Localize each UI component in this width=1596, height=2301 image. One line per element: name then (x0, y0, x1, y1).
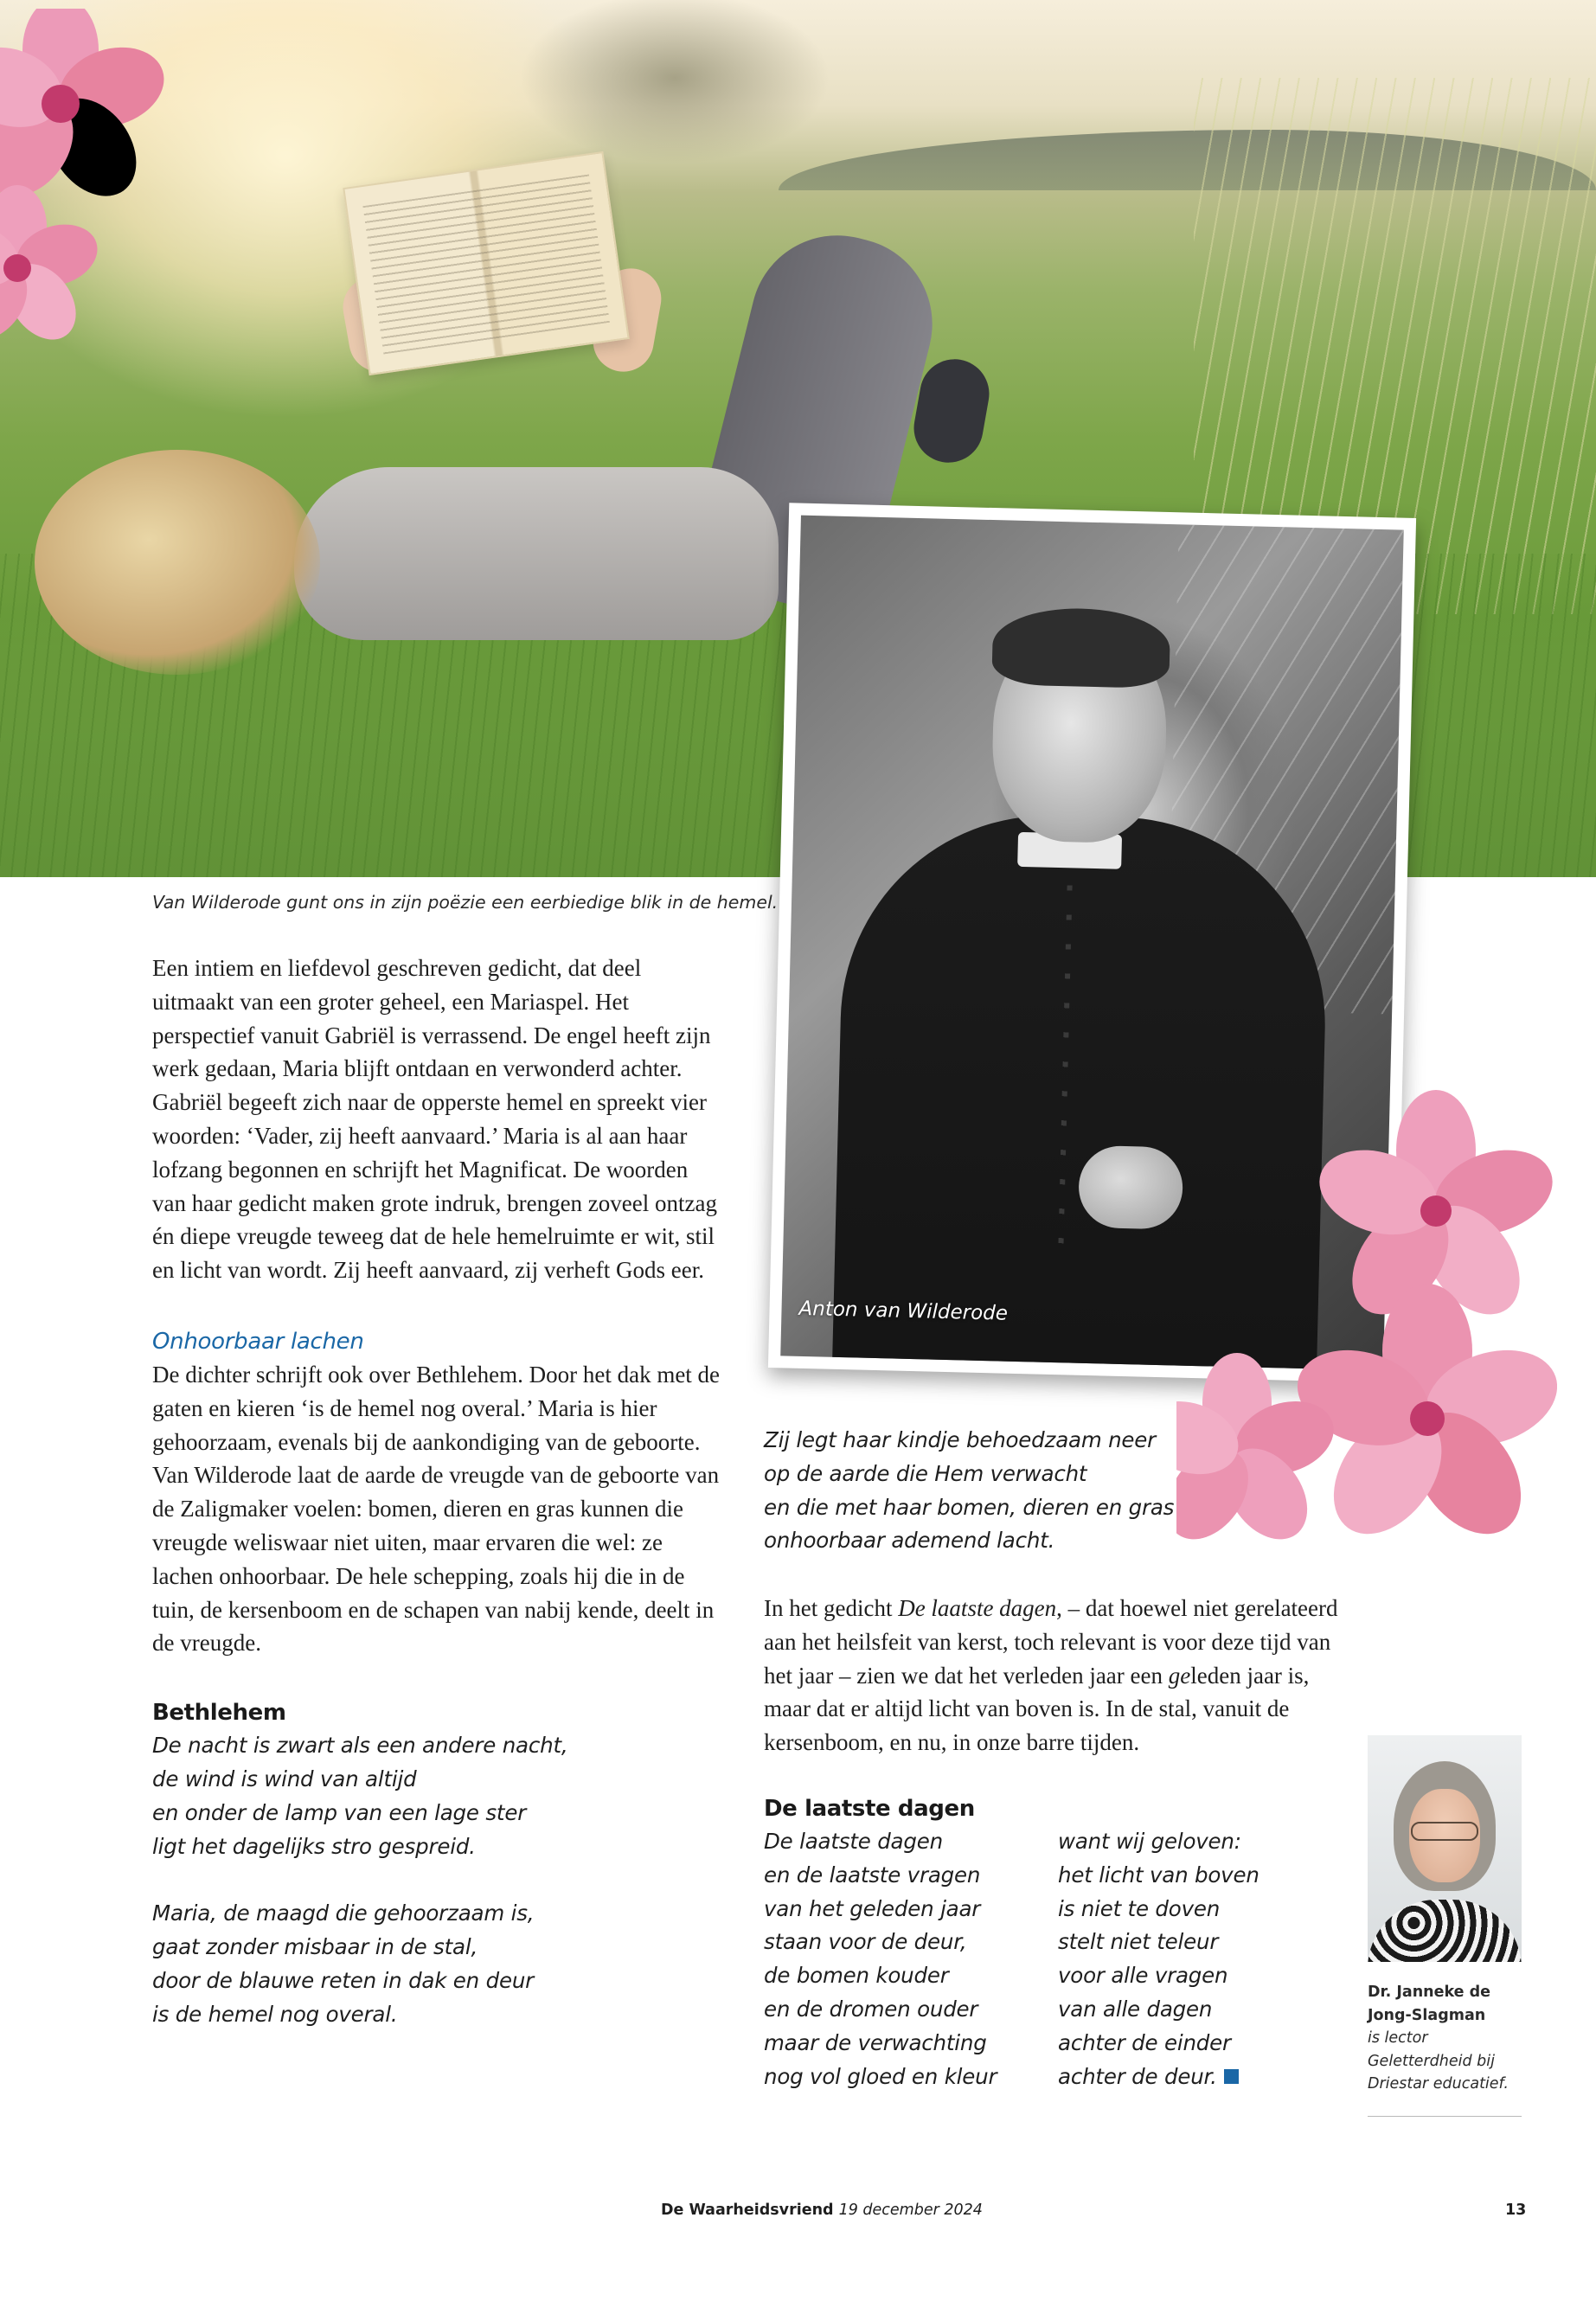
poem-line: van het geleden jaar (764, 1895, 981, 1921)
poem-line: nog vol gloed en kleur (764, 2063, 997, 2089)
section-heading: Onhoorbaar lachen (152, 1328, 364, 1355)
author-name: Dr. Janneke de Jong-Slagman (1368, 1984, 1491, 2024)
poem-line-last (1058, 2061, 1352, 2094)
publication-name: De Waarheidsvriend (661, 2202, 834, 2219)
publication-date: 19 december 2024 (838, 2202, 983, 2219)
poem-line: Maria, de maagd die gehoorzaam is, (152, 1900, 535, 1926)
poem-line: gaat zonder misbaar in de stal, (152, 1933, 478, 1959)
poem-line: van alle dagen (1058, 1996, 1213, 2022)
left-column (152, 952, 723, 2031)
poem-laatste-col-1 (764, 1825, 1058, 2093)
section-paragraph: De dichter schrijft ook over Bethlehem. Door het dak met de gaten en kieren ‘is de hemel nog overal.’ Maria is hier gehoorzaam, evenals bij de aankondiging van de geboorte. Van Wilderode laat de aarde de vreugde van de geboorte van de Zaligmaker voelen: bomen, dieren en gras kunnen die vreugde weliswaar niet uiten, maar ervaren die wel: ze lachen onhoorbaar. De hele schepping, zoals hij die in de tuin, de kersenboom en de schapen van nabij kende, deelt in de vreugde. (152, 1361, 721, 1657)
poem-line: en die met haar bomen, dieren en gras (764, 1494, 1175, 1520)
poem-line: stelt niet teleur (1058, 1929, 1219, 1955)
poem-line: onhoorbaar ademend lacht. (764, 1528, 1055, 1554)
author-divider (1368, 2116, 1522, 2117)
poem-line: achter de einder (1058, 2029, 1231, 2055)
hero-person-hair (35, 450, 320, 675)
poem-bethlehem-stanza-3 (764, 1424, 1352, 1558)
poem-line: De nacht is zwart als een andere nacht, (152, 1733, 568, 1759)
page-number: 13 (1505, 2202, 1527, 2219)
poem-line: is de hemel nog overal. (152, 2001, 398, 2027)
second-paragraph-text: In het gedicht (764, 1594, 899, 1621)
poem-bethlehem-stanza-2 (152, 1897, 723, 2031)
portrait-hand (1078, 1145, 1183, 1230)
intro-paragraph: Een intiem en liefdevol geschreven gedicht, dat deel uitmaakt van een groter geheel, een Mariaspel. Het perspectief vanuit Gabriël is verrassend. De engel heeft zijn werk gedaan, Maria blijft ontdaan en verwonderd achter. Gabriël begeeft zich naar de opperste hemel en spreekt vier woorden: ‘Vader, zij heeft aanvaard.’ Maria is al aan haar lofzang begonnen en schrijft het Magnificat. De woorden van haar gedicht maken grote indruk, brengen zoveel ontzag én diepe vreugde teweeg dat de hele hemelruimte er wit, stil en licht van wordt. Zij heeft aanvaard, zij verheft Gods eer. (152, 955, 717, 1284)
hero-book (343, 151, 630, 375)
second-paragraph-text: , – dat hoewel niet gerelateerd aan het heilsfeit van kerst, toch relevant is voor deze tijd van het jaar – zien we dat het verleden jaar een (764, 1594, 1338, 1689)
hero-tree (519, 0, 830, 164)
author-photo (1368, 1735, 1522, 1962)
poem-line: De laatste dagen (764, 1828, 943, 1854)
poem-laatste-col-2 (1058, 1825, 1352, 2093)
poem-line: want wij geloven: (1058, 1828, 1241, 1854)
poem-line: is niet te doven (1058, 1895, 1221, 1921)
hero-person-body (294, 467, 779, 640)
poem-bethlehem-title: Bethlehem (152, 1700, 286, 1727)
emphasis-ge: ge (1168, 1662, 1191, 1689)
second-paragraph-text: leden jaar is, maar dat er altijd licht van boven is. In de stal, vanuit de kersenboom, en nu, in onze barre tijden. (764, 1662, 1310, 1756)
poem-line: maar de verwachting (764, 2029, 987, 2055)
poem-line: Zij legt haar kindje behoedzaam neer (764, 1427, 1157, 1452)
poem-line: het licht van boven (1058, 1862, 1259, 1888)
poem-reference: De laatste dagen (898, 1594, 1057, 1621)
poem-line: door de blauwe reten in dak en deur (152, 1967, 535, 1993)
poem-bethlehem-stanza-1 (152, 1729, 723, 1863)
end-of-article-square-icon (1224, 2069, 1239, 2084)
poem-laatste-title: De laatste dagen (764, 1795, 975, 1822)
author-role: is lector Geletterdheid bij Driestar educatief. (1368, 2029, 1509, 2093)
poem-line-text: achter de deur. (1058, 2063, 1217, 2089)
page-footer (0, 2202, 1596, 2227)
portrait-caption: Anton van Wilderode (798, 1297, 1009, 1325)
portrait-hair (991, 606, 1170, 689)
poem-line: de wind is wind van altijd (152, 1766, 417, 1791)
poem-line: de bomen kouder (764, 1963, 949, 1989)
poem-line: staan voor de deur, (764, 1929, 967, 1955)
poem-line: ligt het dagelijks stro gespreid. (152, 1833, 476, 1859)
poem-laatste-body (764, 1825, 1352, 2093)
author-bio (1368, 1981, 1523, 2096)
blossom-top-left (0, 9, 242, 372)
poem-line: en de dromen ouder (764, 1996, 978, 2022)
footer-publication (661, 2202, 983, 2219)
poem-line: op de aarde die Hem verwacht (764, 1460, 1087, 1486)
author-glasses (1411, 1822, 1478, 1841)
poem-line: en de laatste vragen (764, 1862, 981, 1888)
second-paragraph (764, 1592, 1352, 1759)
poem-line: voor alle vragen (1058, 1963, 1228, 1989)
poem-line: en onder de lamp van een lage ster (152, 1799, 527, 1825)
middle-column (764, 1424, 1352, 2093)
photo-caption: Van Wilderode gunt ons in zijn poëzie een eerbiedige blik in de hemel. (152, 892, 779, 913)
author-shirt (1368, 1900, 1522, 1962)
